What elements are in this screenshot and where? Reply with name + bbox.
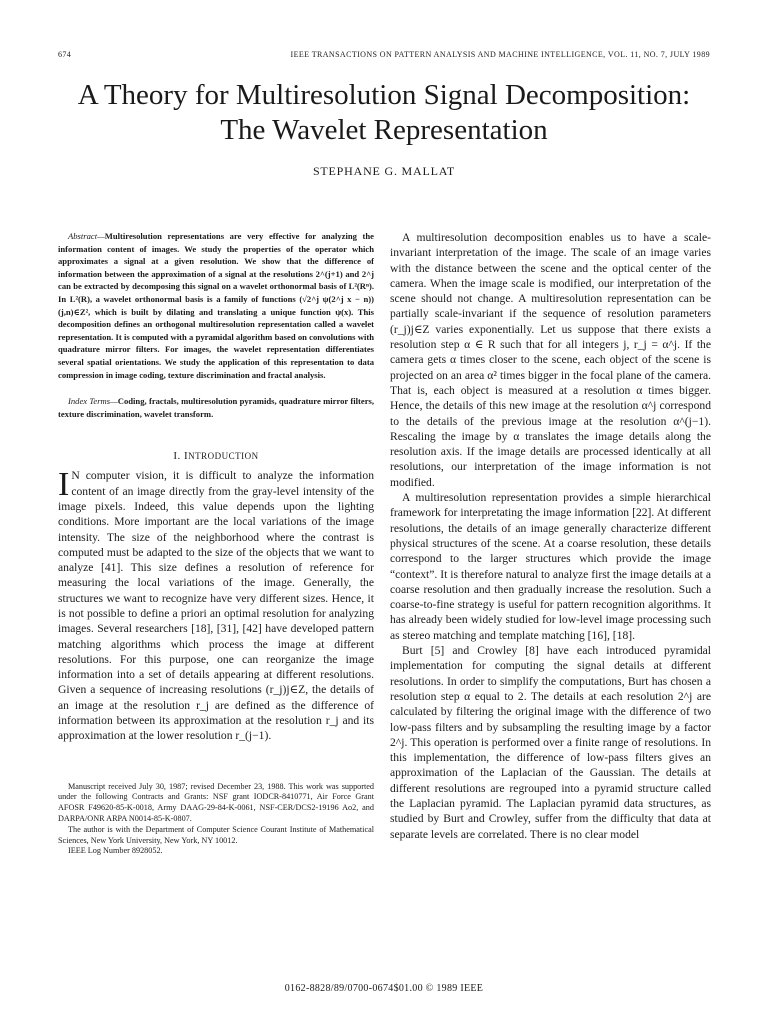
section-heading — [58, 450, 374, 462]
right-column — [390, 230, 711, 842]
footnote-manuscript: Manuscript received July 30, 1987; revised December 23, 1988. This work was supported under the following Contracts and Grants: NSF grant IODCR-8410771, Air Force Grant AFOSR F49620-85-K-0018, Army DAAG-29-84-K-0061, NSF-CER/DCS2-19196 Ao2, and DARPA/ONR ARPA N0014-85-K-0807. — [58, 781, 374, 824]
abstract-text: Multiresolution representations are very effective for analyzing the information content of images. We study the properties of the operator which approximates a signal at a given resolution. We show that the difference of information between the approximation of a signal at the resolutions 2^(j+1) and 2^j can be extracted by decomposing this signal on a wavelet orthonormal basis of L²(Rⁿ). In L²(R), a wavelet orthonormal basis is a family of functions (√2^j ψ(2^j x − n))(j,n)∈Z², which is built by dilating and translating a unique function ψ(x). This decomposition defines an orthogonal multiresolution representation called a wavelet representation. It is computed with a pyramidal algorithm based on convolutions with quadrature mirror filters. For images, the wavelet representation differentiates several spatial orientations. We study the application of this representation to data compression in image coding, texture discrimination and fractal analysis. — [58, 231, 374, 380]
footnotes — [58, 782, 374, 858]
left-column — [58, 230, 374, 857]
page-number: 674 — [58, 50, 72, 59]
footnote-affiliation: The author is with the Department of Computer Science Courant Institute of Mathematical Sciences, New York University, New York, NY 10012. — [58, 824, 374, 845]
index-terms-text: Coding, fractals, multiresolution pyramids, quadrature mirror filters, texture discrimination, wavelet transform. — [58, 396, 374, 419]
section-title-initial: I — [184, 450, 189, 463]
body-paragraph-3: Burt [5] and Crowley [8] have each introduced pyramidal implementation for computing the signal details at different resolutions. In order to simplify the computations, Burt has chosen a resolution step α equal to 2. The details at each resolution 2^j are calculated by filtering the original image with the difference of two low-pass filters and by subsampling the resulting image by a factor 2^j. This operation is performed over a finite range of resolutions. In this implementation, the difference of low-pass filters gives an approximation of the Laplacian of the Gaussian. The details at different resolutions are regrouped into a pyramid structure called the Laplacian pyramid. The Laplacian pyramid data structures, as studied by Burt and Crowley, suffer from the difficulty that data at separate levels are correlated. There is no clear model — [390, 644, 711, 841]
abstract-lead: Abstract— — [68, 231, 105, 241]
footnote-log-number: IEEE Log Number 8928052. — [68, 846, 163, 856]
paper-author: STEPHANE G. MALLAT — [312, 164, 456, 178]
body-paragraph-1: A multiresolution decomposition enables us to have a scale-invariant interpretation of the image. The scale of an image varies with the distance between the scene and the optical center of the camera. When the image scale is modified, our interpretation of the scene should not change. A multiresolution representation can be partially scale-invariant if the sequence of resolution parameters (r_j)j∈Z varies exponentially. Let us suppose that there exists a resolution step α ∈ R such that for all integers j, r_j = α^j. If the camera gets α times closer to the scene, each object of the scene is projected on an area α² times bigger in the focal plane of the camera. That is, each object is measured at a resolution α times bigger. Hence, the details of this new image at the resolution α^j correspond to the details of the previous image at the resolution α^(j−1). Rescaling the image by α translates the image details along the resolution axis. If the image details are processed identically at all resolutions, our interpretation of the image information is not modified. — [390, 231, 711, 489]
copyright-footer: 0162-8828/89/0700-0674$01.00 © 1989 IEEE — [284, 983, 484, 994]
section-number: I. — [173, 450, 181, 463]
intro-paragraph — [58, 468, 374, 743]
journal-title: IEEE TRANSACTIONS ON PATTERN ANALYSIS AND MACHINE INTELLIGENCE, VOL. 11, NO. 7, JULY 1989 — [290, 50, 710, 59]
section-title-rest: NTRODUCTION — [188, 451, 259, 462]
intro-paragraph-text: N computer vision, it is difficult to analyze the information content of an image directly from the gray-level intensity of the image pixels. Indeed, this value depends upon the lighting conditions. More important are the local variations of the image intensity. The size of the neighborhood where the contrast is computed must be adapted to the size of the objects that we want to analyze [41]. This size defines a resolution of reference for measuring the local variations of the image. Generally, the structures we want to recognize have very different sizes. Hence, it is not possible to define a priori an optimal resolution for analyzing images. Several researchers [18], [31], [42] have developed pattern matching algorithms which process the image at different resolutions. For this purpose, one can reorganize the image information into a set of details appearing at different resolutions. Given a sequence of increasing resolutions (r_j)j∈Z, the details of an image at the resolution r_j are defined as the difference of information between its approximation at the resolution r_j and its approximation at the lower resolution r_(j−1). — [58, 469, 374, 743]
abstract — [58, 230, 374, 381]
index-terms-lead: Index Terms— — [68, 396, 118, 407]
drop-cap: I — [58, 466, 70, 504]
index-terms — [58, 395, 374, 420]
paper-title — [40, 78, 728, 148]
body-paragraph-2: A multiresolution representation provides a simple hierarchical framework for interpretating the image information [22]. At different resolutions, the details of an image generally characterize different physical structures of the scene. At a coarse resolution, these details correspond to the larger structures which provide the image “context”. It is therefore natural to analyze first the image details at a coarse resolution and then gradually increase the resolution. Such a coarse-to-fine strategy is useful for pattern recognition algorithms. It has already been widely studied for low-level image processing such as stereo matching and template matching [16], [18]. — [390, 491, 711, 642]
paper-title-line-1: A Theory for Multiresolution Signal Decomposition: — [77, 79, 691, 111]
paper-title-line-2: The Wavelet Representation — [220, 114, 548, 146]
